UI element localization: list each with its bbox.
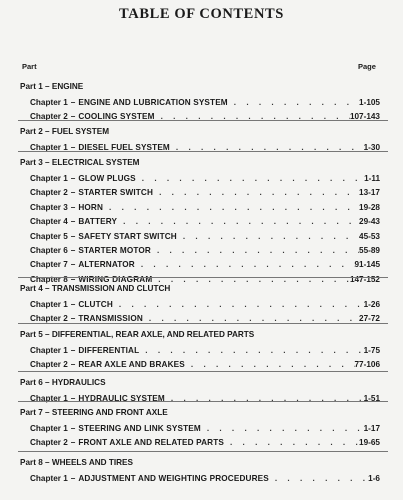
column-header-page: Page — [358, 62, 376, 71]
section-divider — [18, 151, 388, 152]
chapter-number: Chapter 5 — [30, 231, 68, 241]
chapter-entry — [30, 358, 380, 369]
part-title: Part 3 – ELECTRICAL SYSTEM — [20, 158, 140, 167]
chapter-page-range: 107-143 — [349, 112, 380, 122]
part-title: Part 6 – HYDRAULICS — [20, 378, 106, 387]
chapter-entry — [30, 472, 380, 483]
chapter-name: HORN — [78, 202, 104, 212]
chapter-number: Chapter 1 — [30, 300, 68, 309]
dot-leader — [139, 346, 363, 355]
chapter-name: TRANSMISSION — [78, 314, 143, 324]
chapter-number: Chapter 1 — [30, 474, 68, 483]
chapter-dash: – — [70, 246, 76, 255]
chapter-page-range: 147-152 — [349, 274, 380, 284]
section-divider — [18, 277, 388, 278]
section-divider — [18, 120, 388, 121]
chapter-page-range: 1-51 — [363, 394, 380, 403]
chapter-page-range: 1-26 — [363, 300, 380, 309]
chapter-number: Chapter 2 — [30, 112, 68, 122]
chapter-page-range: 19-65 — [359, 438, 380, 448]
chapter-entry — [30, 201, 380, 212]
chapter-entry — [30, 172, 380, 183]
dot-leader — [269, 474, 368, 483]
chapter-dash: – — [70, 438, 76, 448]
chapter-name: STARTER MOTOR — [78, 246, 151, 255]
chapter-dash: – — [70, 112, 76, 122]
page-title: TABLE OF CONTENTS — [119, 6, 284, 22]
chapter-dash: – — [70, 174, 76, 183]
chapter-entry — [30, 344, 380, 355]
dot-leader — [185, 360, 355, 369]
dot-leader — [117, 217, 359, 226]
chapter-number: Chapter 2 — [30, 438, 68, 448]
chapter-number: Chapter 1 — [30, 424, 68, 433]
chapter-dash: – — [70, 260, 76, 270]
chapter-dash: – — [70, 314, 76, 324]
chapter-entry — [30, 244, 380, 255]
chapter-entry — [30, 422, 380, 433]
chapter-number: Chapter 1 — [30, 394, 68, 403]
chapter-entry — [30, 186, 380, 197]
chapter-number: Chapter 8 — [30, 274, 68, 284]
chapter-number: Chapter 1 — [30, 143, 68, 152]
section-divider — [18, 323, 388, 324]
chapter-number: Chapter 1 — [30, 346, 68, 355]
chapter-dash: – — [70, 346, 76, 355]
part-title: Part 5 – DIFFERENTIAL, REAR AXLE, AND RELATED PARTS — [20, 330, 255, 339]
dot-leader — [135, 260, 355, 269]
chapter-dash: – — [70, 474, 76, 483]
chapter-page-range: 1-75 — [363, 346, 380, 355]
chapter-number: Chapter 1 — [30, 98, 68, 107]
chapter-name: SAFETY START SWITCH — [78, 231, 177, 241]
column-header-part: Part — [22, 62, 37, 71]
chapter-dash: – — [70, 231, 76, 241]
chapter-dash: – — [70, 188, 76, 198]
chapter-dash: – — [70, 394, 76, 403]
chapter-name: WIRING DIAGRAM — [78, 274, 153, 284]
chapter-entry — [30, 230, 380, 241]
chapter-number: Chapter 2 — [30, 360, 68, 370]
chapter-number: Chapter 1 — [30, 174, 68, 183]
chapter-name: FRONT AXLE AND RELATED PARTS — [78, 438, 224, 448]
chapter-page-range: 55-89 — [359, 246, 380, 255]
chapter-page-range: 45-53 — [359, 231, 380, 241]
section-divider — [18, 401, 388, 402]
part-title: Part 4 – TRANSMISSION AND CLUTCH — [20, 284, 171, 293]
chapter-page-range: 77-106 — [354, 360, 380, 370]
chapter-page-range: 29-43 — [359, 217, 380, 227]
section-divider — [18, 371, 388, 372]
chapter-name: STARTER SWITCH — [78, 188, 154, 198]
chapter-dash: – — [70, 300, 76, 309]
chapter-number: Chapter 6 — [30, 246, 68, 255]
dot-leader — [136, 174, 364, 183]
chapter-entry — [30, 215, 380, 226]
chapter-dash: – — [70, 98, 76, 107]
chapter-name: CLUTCH — [78, 300, 113, 309]
chapter-name: REAR AXLE AND BRAKES — [78, 360, 185, 370]
dot-leader — [151, 246, 359, 255]
chapter-page-range: 1-17 — [363, 424, 380, 433]
chapter-page-range: 1-105 — [359, 98, 380, 107]
chapter-page-range: 1-11 — [364, 174, 380, 183]
chapter-entry — [30, 298, 380, 309]
chapter-dash: – — [70, 274, 76, 284]
dot-leader — [153, 188, 359, 197]
chapter-dash: – — [70, 202, 76, 212]
chapter-name: BATTERY — [78, 217, 118, 227]
dot-leader — [103, 203, 359, 212]
chapter-name: ENGINE AND LUBRICATION SYSTEM — [78, 98, 228, 107]
chapter-page-range: 91-145 — [354, 260, 380, 270]
chapter-entry — [30, 96, 380, 107]
chapter-number: Chapter 4 — [30, 217, 68, 227]
dot-leader — [177, 232, 359, 241]
chapter-number: Chapter 2 — [30, 314, 68, 324]
chapter-entry — [30, 273, 380, 284]
chapter-entry — [30, 312, 380, 323]
chapter-dash: – — [70, 360, 76, 370]
chapter-dash: – — [70, 143, 76, 152]
chapter-number: Chapter 7 — [30, 260, 68, 270]
dot-leader — [113, 300, 364, 309]
part-title: Part 7 – STEERING AND FRONT AXLE — [20, 408, 168, 417]
dot-leader — [224, 438, 359, 447]
part-title: Part 2 – FUEL SYSTEM — [20, 127, 110, 136]
part-title: Part 8 – WHEELS AND TIRES — [20, 458, 133, 467]
chapter-name: DIFFERENTIAL — [78, 346, 140, 355]
chapter-page-range: 19-28 — [359, 202, 380, 212]
chapter-entry — [30, 436, 380, 447]
chapter-entry — [30, 258, 380, 269]
chapter-dash: – — [70, 217, 76, 227]
part-title: Part 1 – ENGINE — [20, 82, 84, 91]
chapter-number: Chapter 2 — [30, 188, 68, 198]
chapter-name: HYDRAULIC SYSTEM — [78, 394, 165, 403]
chapter-name: DIESEL FUEL SYSTEM — [78, 143, 170, 152]
chapter-name: ALTERNATOR — [78, 260, 135, 270]
section-divider — [18, 451, 388, 452]
chapter-page-range: 27-72 — [359, 314, 380, 324]
chapter-page-range: 1-6 — [368, 474, 380, 483]
dot-leader — [201, 424, 364, 433]
dot-leader — [228, 98, 359, 107]
chapter-name: COOLING SYSTEM — [78, 112, 155, 122]
chapter-name: STEERING AND LINK SYSTEM — [78, 424, 201, 433]
chapter-number: Chapter 3 — [30, 202, 68, 212]
chapter-page-range: 13-17 — [359, 188, 380, 198]
chapter-name: ADJUSTMENT AND WEIGHTING PROCEDURES — [78, 474, 269, 483]
chapter-dash: – — [70, 424, 76, 433]
chapter-page-range: 1-30 — [363, 143, 380, 152]
chapter-name: GLOW PLUGS — [78, 174, 136, 183]
